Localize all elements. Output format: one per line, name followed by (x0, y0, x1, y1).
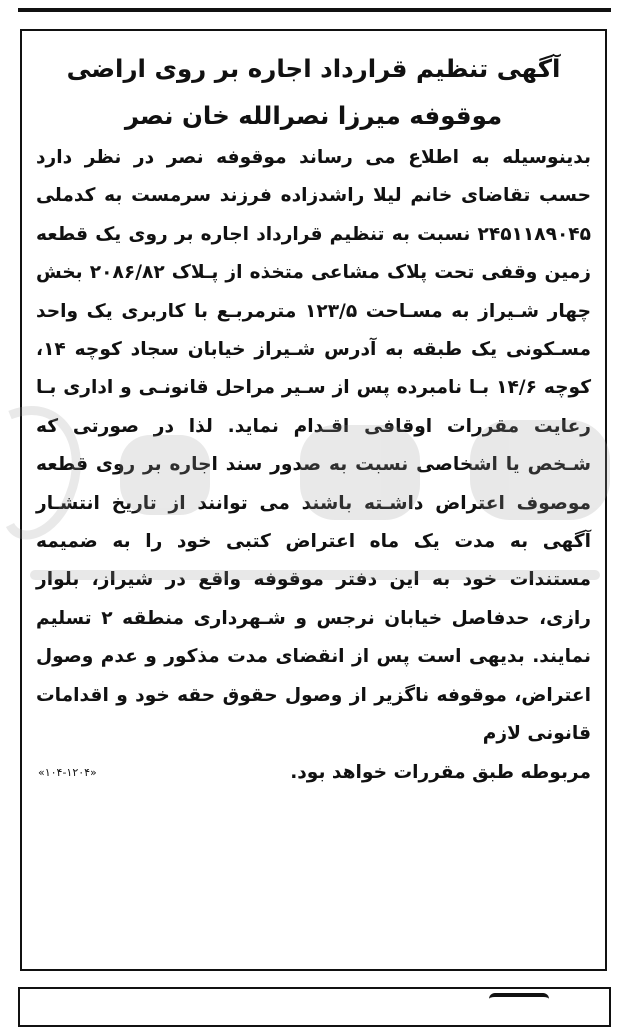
reference-code: «۱۰۴-۱۲۰۴» (38, 765, 97, 779)
notice-body: بدینوسیله به اطلاع می رساند موقوفه نصر در نظر دارد حسب تقاضای خانم لیلا راشدزاده فرزند سرمست به کدملی ۲۴۵۱۱۸۹۰۴۵ نسبت به تنظیم قرارداد اجاره بر روی یک قطعه زمین وقفی تحت پلاک مشاعی متخذه از پـلاک ۲۰۸۶/۸۲ بخش چهار شـیراز به مسـاحت ۱۲۳/۵ مترمربـع با کاربری یک واحد مسـکونی یک طبقه به آدرس شـیراز خیابان سجاد کوچه ۱۴، کوچه ۱۴/۶ بـا نامبرده پس از سـیر مراحل قانونـی و اداری بـا رعایت مقررات اوقافی اقـدام نماید. لذا در صورتی که شـخص یا اشخاصی نسبت به صدور سند اجاره بر روی قطعه موصوف اعتراض داشـته باشند می توانند از تاریخ انتشـار آگهی به مدت یک ماه اعتراض کتبی خود را به ضمیمه مستندات خود به این دفتر موقوفه واقع در شیراز، بلوار رازی، حدفاصل خیابان نرجس و شـهرداری منطقه ۲ تسلیم نمایند. بدیهی است پس از انقضای مدت مذکور و عدم وصول اعتراض، موقوفه ناگزیر از وصول حقوق حقه خود و اقدامات قانونی لازم (36, 147, 592, 745)
next-notice-title-fragment (489, 993, 549, 1007)
notice-title-line-1: آگهی تنظیم قرارداد اجاره بر روی اراضی (66, 54, 561, 83)
top-divider-rule (18, 8, 611, 12)
notice-closing-text: مربوطه طبق مقررات خواهد بود. (290, 761, 591, 783)
notice-title-line-2: موقوفه میرزا نصرالله خان نصر (124, 101, 503, 130)
notice-title (36, 45, 591, 139)
notice-closing-row (36, 754, 591, 792)
next-notice-box (18, 987, 611, 1027)
notice-box (20, 29, 607, 971)
